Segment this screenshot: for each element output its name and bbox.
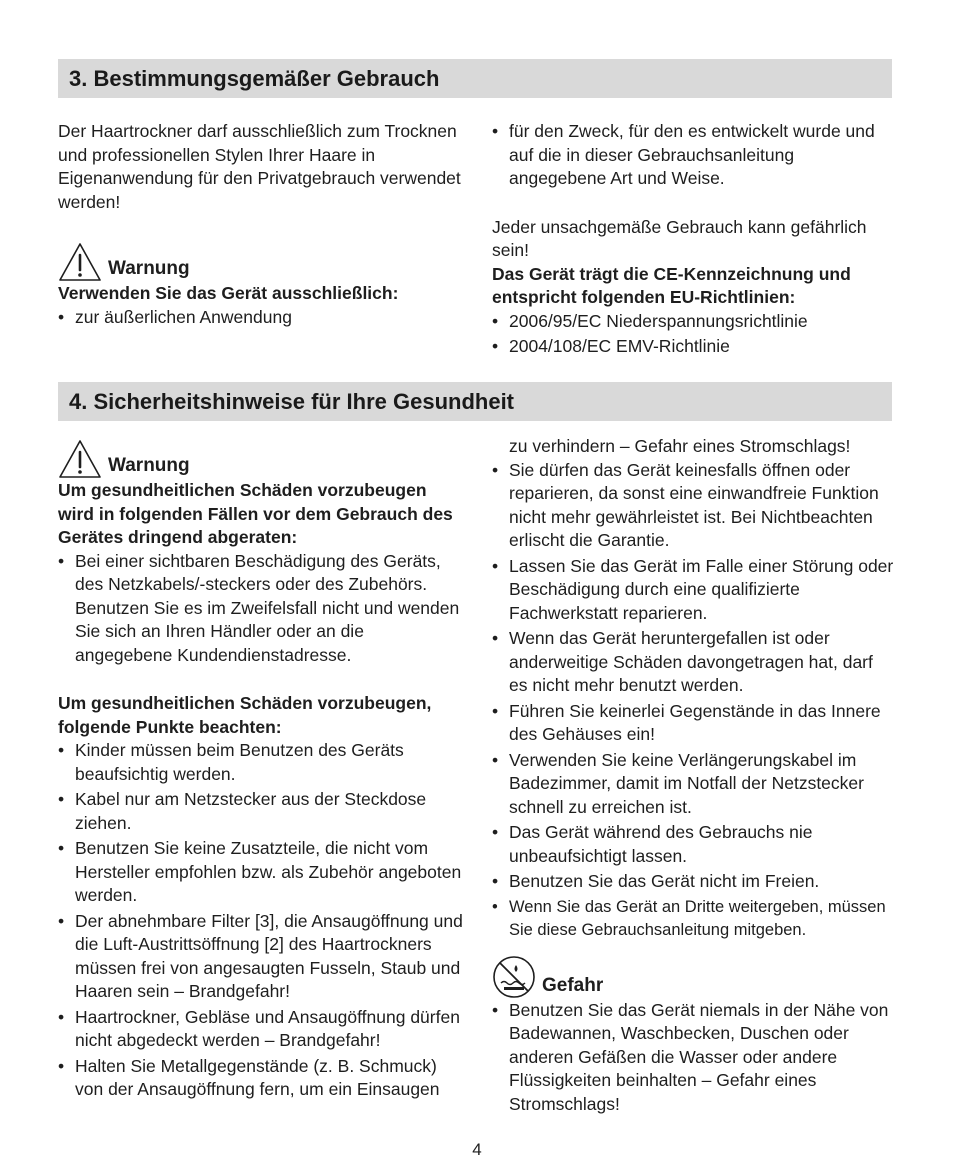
warning-heading <box>58 238 463 282</box>
list-item: • Sie dürfen das Gerät keinesfalls öffnen oder reparieren, da sonst eine einwandfreie Funktion nicht mehr gewährleistet ist. Bei Nichtbeachten erlischt die Garantie. <box>492 459 894 553</box>
list-item: • Das Gerät während des Gebrauchs nie unbeaufsichtigt lassen. <box>492 821 894 868</box>
list-continuation: zu verhindern – Gefahr eines Stromschlags! <box>509 436 851 456</box>
section-3-heading: 3. Bestimmungsgemäßer Gebrauch <box>58 59 892 98</box>
warning-heading <box>58 435 463 479</box>
list-item: • Der abnehmbare Filter [3], die Ansaugöffnung und die Luft-Austrittsöffnung [2] des Haartrockners müssen frei von angesaugten Fusseln, Staub und Haaren sein – Brandgefahr! <box>58 910 463 1004</box>
warning-label: Warnung <box>108 455 190 476</box>
page-number: 4 <box>472 1140 482 1159</box>
list-item: • Benutzen Sie das Gerät niemals in der Nähe von Badewannen, Waschbecken, Duschen oder anderen Gefäßen die Wasser oder andere Flüssigkeiten beinhalten – Gefahr eines Stromschlags! <box>492 999 894 1117</box>
list-item: • 2006/95/EC Niederspannungsrichtlinie <box>492 310 894 334</box>
misuse-warning-text: Jeder unsachgemäße Gebrauch kann gefährlich sein! <box>492 216 867 260</box>
warning-triangle-icon <box>58 439 102 479</box>
list-item: • Lassen Sie das Gerät im Falle einer Störung oder Beschädigung durch eine qualifizierte Fachwerkstatt reparieren. <box>492 555 894 626</box>
list-item: • Haartrockner, Gebläse und Ansaugöffnung dürfen nicht abgedeckt werden – Brandgefahr! <box>58 1006 463 1053</box>
warning-intro: Um gesundheitlichen Schäden vorzubeugen wird in folgenden Fällen vor dem Gebrauch des Gerätes dringend abgeraten: <box>58 480 453 547</box>
list-item: • Benutzen Sie keine Zusatzteile, die nicht vom Hersteller empfohlen bzw. als Zubehör angeboten werden. <box>58 837 463 908</box>
section-4-left-column <box>58 435 463 1104</box>
list-item: • Bei einer sichtbaren Beschädigung des Geräts, des Netzkabels/-steckers oder des Zubehörs. Benutzen Sie es im Zweifelsfall nicht und wenden Sie sich an Ihren Händler oder an die angegebene Kundendienstadresse. <box>58 550 463 668</box>
list-item: • Wenn Sie das Gerät an Dritte weitergeben, müssen Sie diese Gebrauchsanleitung mitgeben. <box>492 896 894 943</box>
section-3-left-column <box>58 120 463 331</box>
list-item: • Wenn das Gerät heruntergefallen ist oder anderweitige Schäden davongetragen hat, darf es nicht mehr benutzt werden. <box>492 627 894 698</box>
ce-marking-text: Das Gerät trägt die CE-Kennzeichnung und entspricht folgenden EU-Richtlinien: <box>492 263 851 307</box>
warning-intro: Verwenden Sie das Gerät ausschließlich: <box>58 283 399 303</box>
section-3-right-column <box>492 120 894 361</box>
list-item: • Kinder müssen beim Benutzen des Geräts beaufsichtig werden. <box>58 739 463 786</box>
precautions-intro: Um gesundheitlichen Schäden vorzubeugen, folgende Punkte beachten: <box>58 693 432 737</box>
list-item: • Verwenden Sie keine Verlängerungskabel im Badezimmer, damit im Notfall der Netzstecker schnell zu erreichen ist. <box>492 749 894 820</box>
warning-triangle-icon <box>58 242 102 282</box>
warning-label: Warnung <box>108 258 190 279</box>
list-item: • für den Zweck, für den es entwickelt wurde und auf die in dieser Gebrauchsanleitung angegebene Art und Weise. <box>492 120 894 191</box>
list-item: • Kabel nur am Netzstecker aus der Steckdose ziehen. <box>58 788 463 835</box>
danger-label: Gefahr <box>542 974 604 996</box>
intended-use-text: Der Haartrockner darf ausschließlich zum Trocknen und professionellen Stylen Ihrer Haare in Eigenanwendung für den Privatgebrauch verwendet werden! <box>58 121 461 212</box>
danger-heading <box>492 953 894 999</box>
list-item: • Halten Sie Metallgegenstände (z. B. Schmuck) von der Ansaugöffnung fern, um ein Einsaugen <box>58 1055 463 1102</box>
section-4-right-column <box>492 435 894 1118</box>
list-item: • 2004/108/EC EMV-Richtlinie <box>492 335 894 359</box>
list-item: • zur äußerlichen Anwendung <box>58 306 463 330</box>
no-water-icon <box>492 955 536 999</box>
list-item: • Führen Sie keinerlei Gegenstände in das Innere des Gehäuses ein! <box>492 700 894 747</box>
section-4-heading: 4. Sicherheitshinweise für Ihre Gesundheit <box>58 382 892 421</box>
list-item: • Benutzen Sie das Gerät nicht im Freien. <box>492 870 894 894</box>
